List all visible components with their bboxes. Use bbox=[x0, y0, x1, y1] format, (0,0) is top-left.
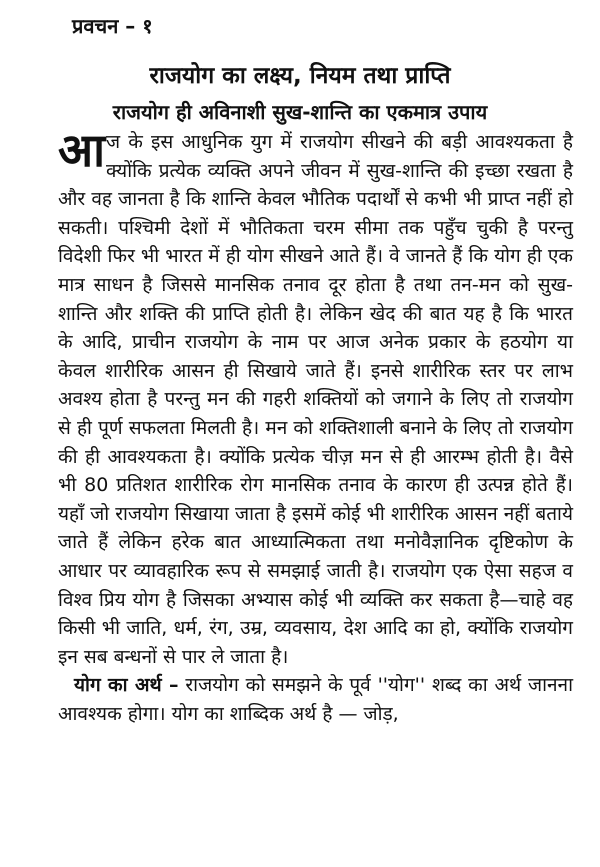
paragraph-intro bbox=[58, 123, 573, 671]
body-text bbox=[58, 123, 573, 728]
paragraph-intro-text: ज के इस आधुनिक युग में राजयोग सीखने की बड़ी आवश्यकता है क्योंकि प्रत्येक व्यक्ति अपने जीवन में सुख-शान्ति की इच्छा रखता है और वह जानता है कि शान्ति केवल भौतिक पदार्थों से कभी भी प्राप्त नहीं हो सकती। पश्चिमी देशों में भौतिकता चरम सीमा तक पहुँच चुकी है परन्तु विदेशी फिर भी भारत में ही योग सीखने आते हैं। वे जानते हैं कि योग ही एक मात्र साधन है जिससे मानसिक तनाव दूर होता है तथा तन-मन को सुख-शान्ति और शक्ति की प्राप्ति होती है। लेकिन खेद की बात यह है कि भारत के आदि, प्राचीन राजयोग के नाम पर आज अनेक प्रकार के हठयोग या केवल शारीरिक आसन ही सिखाये जाते हैं। इनसे शारीरिक स्तर पर लाभ अवश्य होता है परन्तु मन की गहरी शक्तियों को जगाने के लिए तो राजयोग से ही पूर्ण सफलता मिलती है। मन को शक्तिशाली बनाने के लिए तो राजयोग की ही आवश्यकता है। क्योंकि प्रत्येक चीज़ मन से ही आरम्भ होती है। वैसे भी 80 प्रतिशत शारीरिक रोग मानसिक तनाव के कारण ही उत्पन्न होते हैं। यहाँ जो राजयोग सिखाया जाता है इसमें कोई भी शारीरिक आसन नहीं बताये जाते हैं लेकिन हरेक बात आध्यात्मिकता तथा मनोवैज्ञानिक दृष्टिकोण के आधार पर व्यावहारिक रूप से समझाई जाती है। राजयोग एक ऐसा सहज व विश्व प्रिय योग है जिसका अभ्यास कोई भी व्यक्ति कर सकता है—चाहे वह किसी भी जाति, धर्म, रंग, उम्र, व्यवसाय, देश आदि का हो, क्योंकि राजयोग इन सब बन्धनों से पार ले जाता है। bbox=[58, 131, 573, 668]
chapter-label: प्रवचन – १ bbox=[72, 14, 153, 38]
drop-cap: आ bbox=[58, 123, 104, 177]
page-subtitle: राजयोग ही अविनाशी सुख-शान्ति का एकमात्र उपाय bbox=[112, 100, 488, 124]
page-title: राजयोग का लक्ष्य, नियम तथा प्राप्ति bbox=[149, 63, 451, 89]
paragraph-heading: योग का अर्थ – bbox=[74, 674, 179, 697]
paragraph-yoga-meaning bbox=[58, 671, 573, 728]
paragraph-yoga-meaning-text: राजयोग को समझने के पूर्व ''योग'' शब्द का अर्थ जानना आवश्यक होगा। योग का शाब्दिक अर्थ है — जोड़, bbox=[58, 674, 573, 725]
